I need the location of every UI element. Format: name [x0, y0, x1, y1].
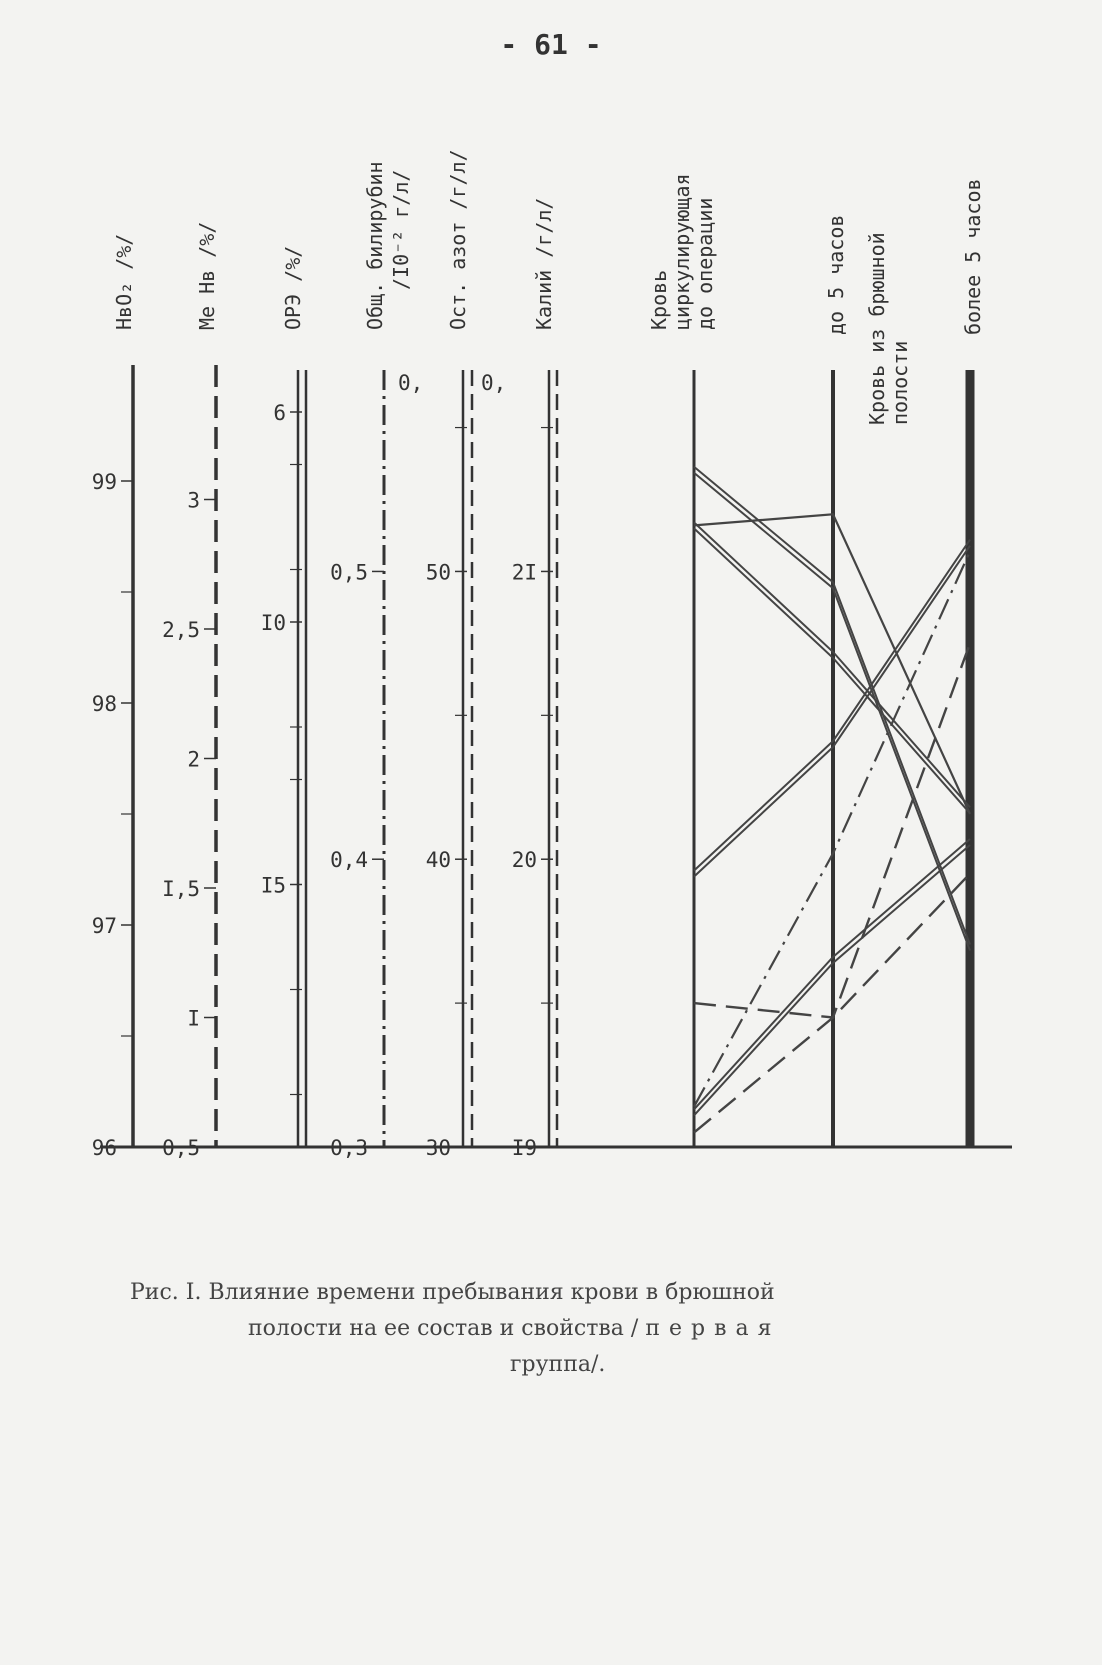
axis-tick-label-HbO2: 99: [91, 470, 117, 494]
axis-tick-label-Bilirubin: 0,5: [330, 560, 368, 585]
axis-tick-label-Potassium: 20: [511, 848, 537, 873]
caption-text-1: Влияние времени пребывания крови в брюшной: [208, 1280, 775, 1305]
axis-title-HbO2: HвO₂ /%/: [112, 233, 136, 330]
caption-text-2: полости на ее состав и свойства /: [248, 1316, 639, 1341]
caption-line-3: группа/.: [510, 1352, 606, 1377]
time-axis-title-under5: до 5 часов: [824, 214, 848, 335]
time-group-label: полости: [888, 340, 912, 425]
axis-tick-label-ORE: I0: [260, 611, 286, 635]
axis-tick-label-ResidualNitrogen: 50: [425, 560, 451, 585]
axis-tick-label-HbO2: 97: [91, 914, 117, 938]
axis-title-MeHb: Me Hв /%/: [195, 221, 219, 330]
time-axis-title-before: до операции: [693, 197, 717, 330]
axis-top-label-Bilirubin: 0,: [398, 371, 424, 395]
caption-line-1: [130, 1275, 950, 1311]
axis-title-ResidualNitrogen: Ост. азот /г/л/: [446, 149, 470, 330]
axis-tick-label-ORE: 6: [273, 401, 286, 425]
axis-tick-label-Bilirubin: 0,4: [330, 848, 368, 873]
axis-tick-label-Potassium: I9: [511, 1136, 537, 1160]
axis-tick-label-HbO2: 98: [91, 692, 117, 716]
caption-group-name: первая: [645, 1316, 781, 1341]
caption-line-2: [130, 1311, 950, 1347]
axis-title2-Bilirubin: /I0⁻² г/л/: [389, 169, 413, 290]
caption-prefix: Рис. I.: [130, 1280, 202, 1305]
axis-tick-label-ResidualNitrogen: 30: [425, 1136, 451, 1160]
page-number: - 61 -: [500, 28, 602, 61]
axis-tick-label-Potassium: 2I: [511, 560, 537, 585]
axis-tick-label-ResidualNitrogen: 40: [425, 848, 451, 873]
axis-tick-label-MeHb: I: [187, 1006, 200, 1031]
axis-title-ORE: ОРЭ /%/: [281, 245, 305, 330]
axis-tick-label-MeHb: 2: [187, 747, 200, 772]
axis-tick-label-MeHb: 2,5: [162, 618, 200, 642]
time-axis-title-before: Кровь: [647, 269, 671, 330]
axis-title-Bilirubin: Общ. билирубин: [363, 161, 387, 330]
axis-tick-label-MeHb: 0,5: [162, 1136, 200, 1160]
figure-caption: [130, 1275, 950, 1383]
axis-tick-label-ORE: I5: [260, 873, 286, 898]
time-axis-title-before: циркулирующая: [670, 173, 694, 330]
axis-tick-label-Bilirubin: 0,3: [330, 1136, 368, 1160]
axis-tick-label-HbO2: 96: [91, 1136, 117, 1160]
axis-top-label-ResidualNitrogen: 0,: [481, 371, 507, 395]
axis-tick-label-MeHb: 3: [187, 488, 200, 513]
axis-tick-label-MeHb: I,5: [162, 877, 200, 901]
axis-title-Potassium: Калий /г/л/: [532, 197, 556, 330]
time-axis-title-over5: более 5 часов: [961, 178, 985, 335]
time-group-label: Кровь из брюшной: [865, 232, 889, 425]
